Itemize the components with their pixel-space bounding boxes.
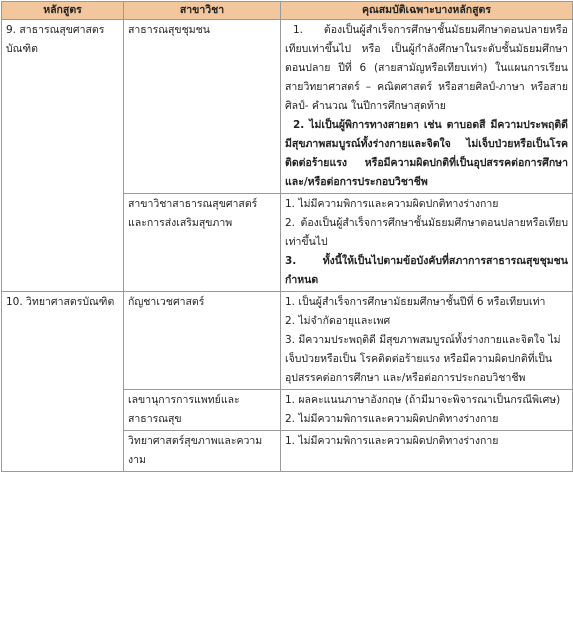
qualification-item: 1. ต้องเป็นผู้สำเร็จการศึกษาชั้นมัธยมศึกษาตอนปลายหรือเทียบเท่าขึ้นไป หรือ เป็นผู้กำลังศึกษาในระดับชั้นมัธยมศึกษาตอนปลาย ปีที่ 6 (สายสามัญหรือเทียบเท่า) ในแผนการเรียนสายวิทยาศาสตร์ – คณิตศาสตร์ หรือสายศิลป์-ภาษา หรือสายศิลป์- คำนวณ ในปีการศึกษาสุดท้าย <box>285 24 568 112</box>
header-program: หลักสูตร <box>2 2 124 20</box>
qualifications-cell <box>281 390 573 431</box>
major-cell: สาขาวิชาสาธารณสุขศาสตร์และการส่งเสริมสุขภาพ <box>124 194 281 292</box>
qualifications-cell <box>281 431 573 472</box>
major-cell: เลขานุการการแพทย์และสาธารณสุข <box>124 390 281 431</box>
qualifications-cell <box>281 20 573 194</box>
qualification-item: 3. ทั้งนี้ให้เป็นไปตามข้อบังคับที่สภาการสาธารณสุขชุมชนกำหนด <box>285 255 568 286</box>
qualification-item: 2. ไม่จำกัดอายุและเพศ <box>285 315 391 327</box>
qualifications-table <box>1 1 573 472</box>
program-cell: 9. สาธารณสุขศาสตรบัณฑิต <box>2 20 124 292</box>
qualification-item: 2. ต้องเป็นผู้สำเร็จการศึกษาชั้นมัธยมศึกษาตอนปลายหรือเทียบเท่าขึ้นไป <box>285 217 568 248</box>
program-cell: 10. วิทยาศาสตรบัณฑิต <box>2 292 124 472</box>
qualification-item: 2. ไม่มีความพิการและความผิดปกติทางร่างกาย <box>285 413 499 425</box>
qualifications-cell <box>281 292 573 390</box>
qualifications-cell <box>281 194 573 292</box>
qualification-item: 1. เป็นผู้สำเร็จการศึกษามัธยมศึกษาชั้นปีที่ 6 หรือเทียบเท่า <box>285 296 546 308</box>
qualification-item: 1. ผลคะแนนภาษาอังกฤษ (ถ้ามีมาจะพิจารณาเป็นกรณีพิเศษ) <box>285 394 561 406</box>
header-qualifications: คุณสมบัติเฉพาะบางหลักสูตร <box>281 2 573 20</box>
header-row <box>2 2 573 20</box>
major-cell: กัญชาเวชศาสตร์ <box>124 292 281 390</box>
major-cell: สาธารณสุขชุมชน <box>124 20 281 194</box>
qualification-item: 3. มีความประพฤติดี มีสุขภาพสมบูรณ์ทั้งร่างกายและจิตใจ ไม่เจ็บป่วยหรือเป็น โรคติดต่อร้ายแรง หรือมีความผิดปกติที่เป็นอุปสรรคต่อการศึกษา และ/หรือต่อการประกอบวิชาชีพ <box>285 334 561 384</box>
table-row <box>2 292 573 390</box>
table-row <box>2 20 573 194</box>
qualification-item: 1. ไม่มีความพิการและความผิดปกติทางร่างกาย <box>285 198 499 210</box>
header-major: สาขาวิชา <box>124 2 281 20</box>
qualification-item: 2. ไม่เป็นผู้พิการทางสายตา เช่น ตาบอดสี มีความประพฤติดี มีสุขภาพสมบูรณ์ทั้งร่างกายและจิตใจ ไม่เจ็บป่วยหรือเป็นโรคติดต่อร้ายแรง หรือมีความผิดปกติที่เป็นอุปสรรคต่อการศึกษา และ/หรือต่อการประกอบวิชาชีพ <box>285 119 568 188</box>
major-cell: วิทยาศาสตร์สุขภาพและความงาม <box>124 431 281 472</box>
qualification-item: 1. ไม่มีความพิการและความผิดปกติทางร่างกาย <box>285 435 499 447</box>
